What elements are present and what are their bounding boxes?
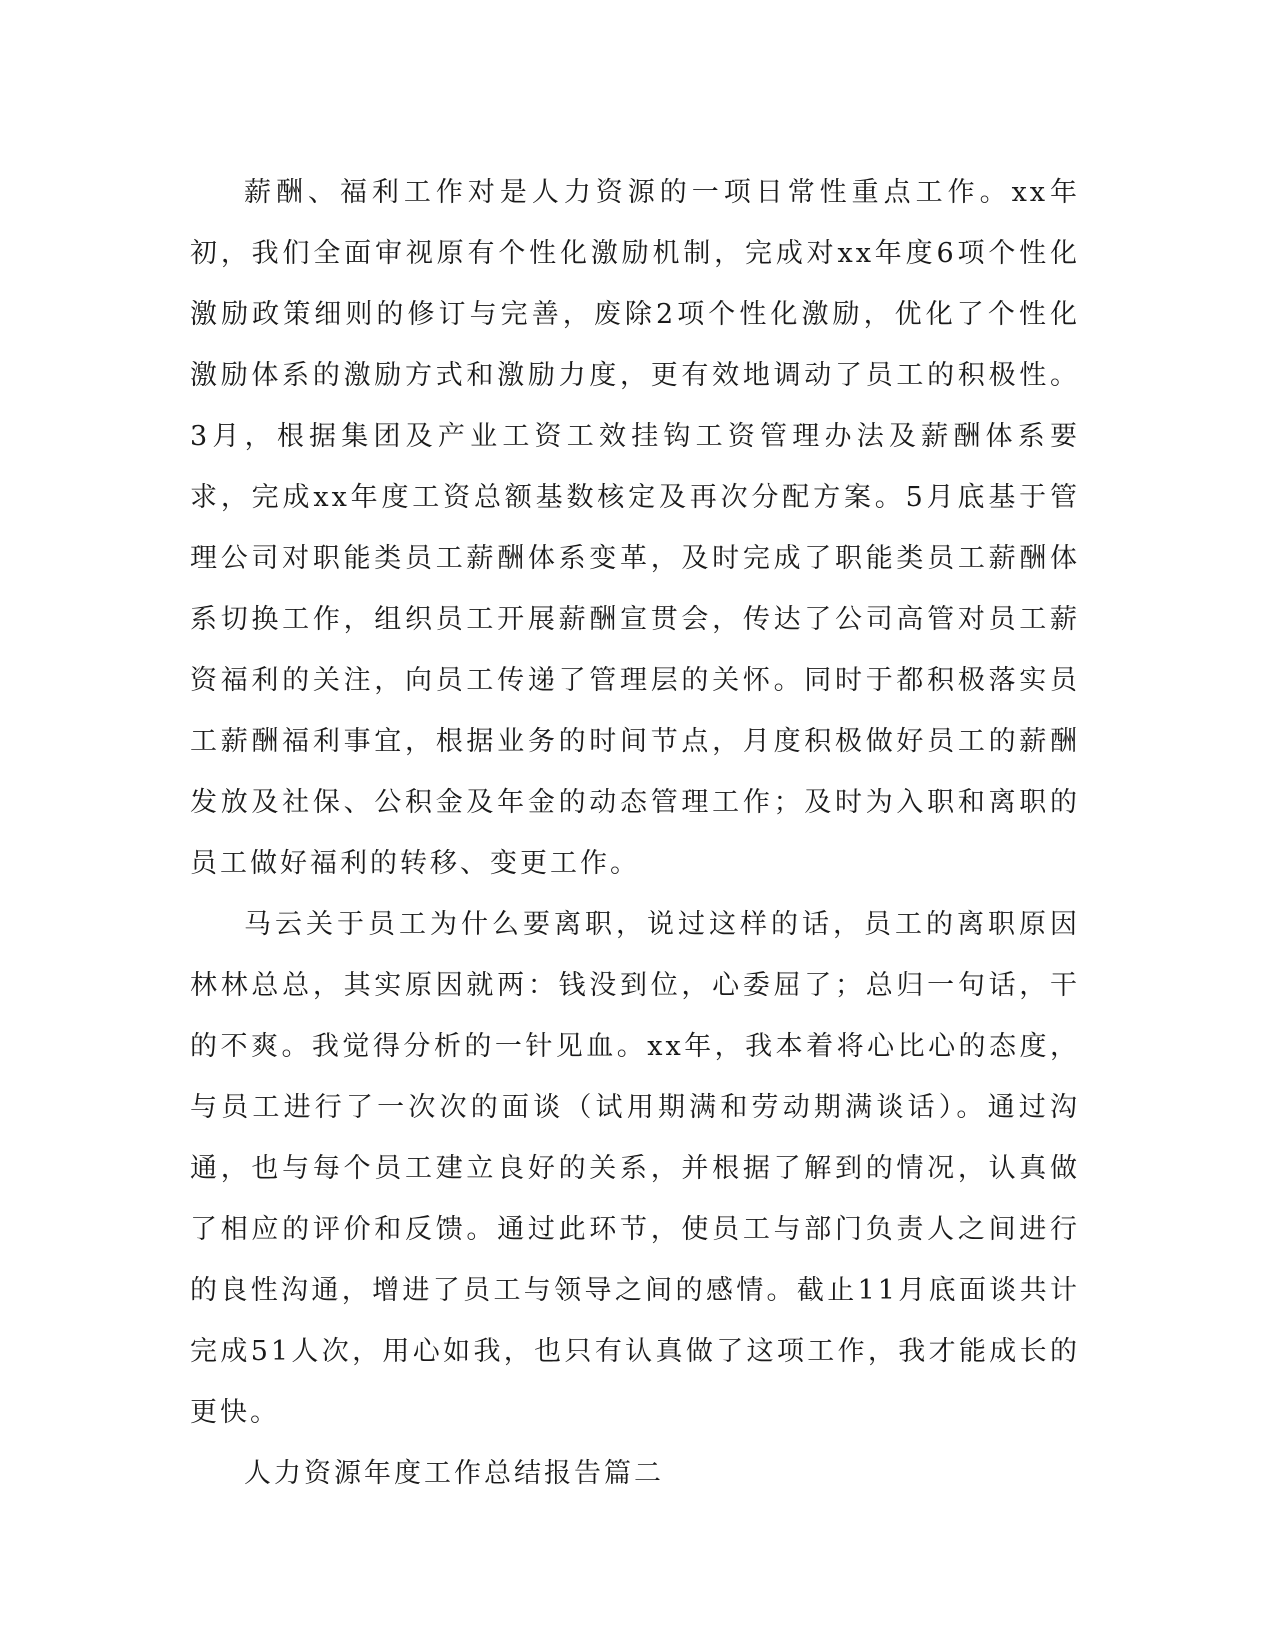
- section-heading: 人力资源年度工作总结报告篇二: [244, 1458, 664, 1489]
- document-body: [190, 162, 1080, 1504]
- paragraph-salary-welfare: 薪酬、福利工作对是人力资源的一项日常性重点工作。xx年初，我们全面审视原有个性化激励机制，完成对xx年度6项个性化激励政策细则的修订与完善，废除2项个性化激励，优化了个性化激励体系的激励方式和激励力度，更有效地调动了员工的积极性。3月，根据集团及产业工资工效挂钩工资管理办法及薪酬体系要求，完成xx年度工资总额基数核定及再次分配方案。5月底基于管理公司对职能类员工薪酬体系变革，及时完成了职能类员工薪酬体系切换工作，组织员工开展薪酬宣贯会，传达了公司高管对员工薪资福利的关注，向员工传递了管理层的关怀。同时于都积极落实员工薪酬福利事宜，根据业务的时间节点，月度积极做好员工的薪酬发放及社保、公积金及年金的动态管理工作；及时为入职和离职的员工做好福利的转移、变更工作。: [190, 177, 1080, 879]
- paragraph-employee-interviews: 马云关于员工为什么要离职，说过这样的话，员工的离职原因林林总总，其实原因就两：钱没到位，心委屈了；总归一句话，干的不爽。我觉得分析的一针见血。xx年，我本着将心比心的态度，与员工进行了一次次的面谈（试用期满和劳动期满谈话）。通过沟通，也与每个员工建立良好的关系，并根据了解到的情况，认真做了相应的评价和反馈。通过此环节，使员工与部门负责人之间进行的良性沟通，增进了员工与领导之间的感情。截止11月底面谈共计完成51人次，用心如我，也只有认真做了这项工作，我才能成长的更快。: [190, 909, 1080, 1428]
